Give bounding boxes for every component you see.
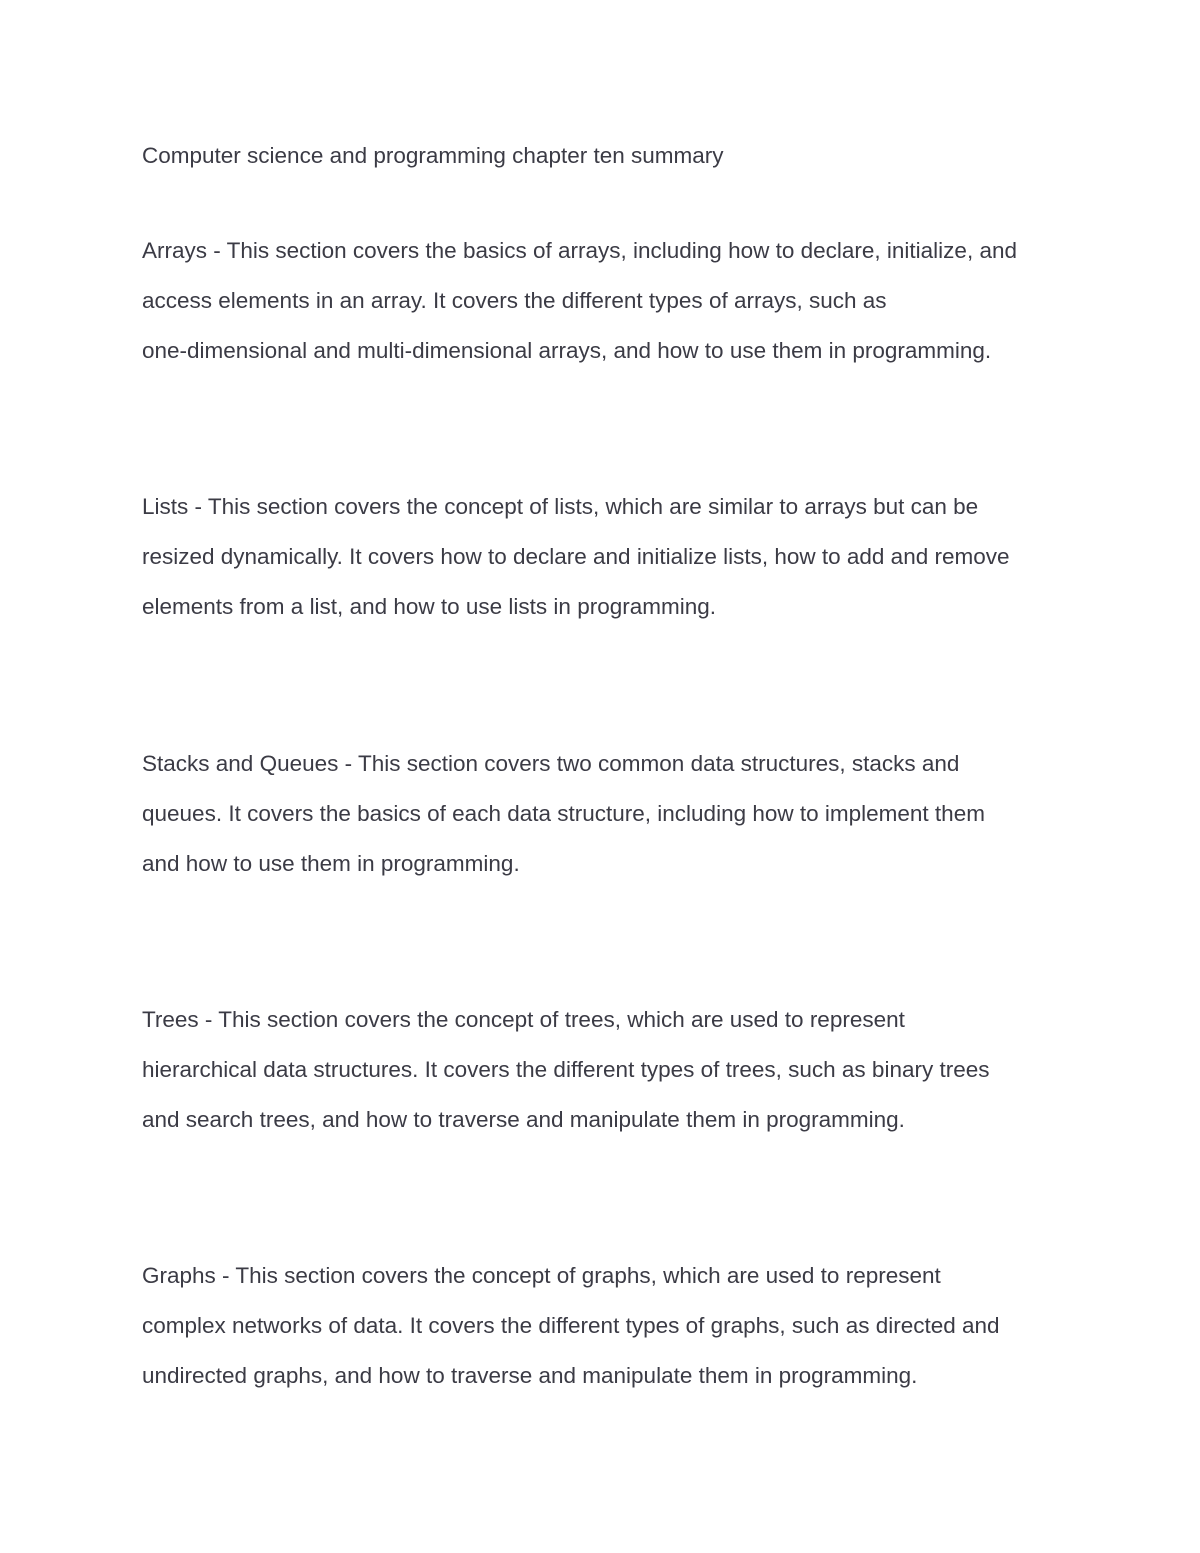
section-graphs-line-3: undirected graphs, and how to traverse and manipulate them in programming. bbox=[142, 1363, 918, 1388]
section-graphs-line-1: Graphs - This section covers the concept of graphs, which are used to represent bbox=[142, 1263, 941, 1288]
section-stacks-and-queues bbox=[142, 739, 1082, 889]
section-trees-line-1: Trees - This section covers the concept of trees, which are used to represent bbox=[142, 1007, 905, 1032]
section-arrays-line-3: one-dimensional and multi-dimensional arrays, and how to use them in programming. bbox=[142, 338, 992, 363]
section-lists-line-2: resized dynamically. It covers how to declare and initialize lists, how to add and remove bbox=[142, 544, 1010, 569]
section-trees-line-2: hierarchical data structures. It covers the different types of trees, such as binary trees bbox=[142, 1057, 990, 1082]
section-trees bbox=[142, 995, 1082, 1145]
section-lists-line-1: Lists - This section covers the concept of lists, which are similar to arrays but can be bbox=[142, 494, 979, 519]
section-lists bbox=[142, 482, 1082, 632]
section-graphs-line-2: complex networks of data. It covers the different types of graphs, such as directed and bbox=[142, 1313, 1000, 1338]
section-arrays bbox=[142, 226, 1082, 376]
document-title bbox=[142, 131, 1082, 181]
section-stacks-line-1: Stacks and Queues - This section covers two common data structures, stacks and bbox=[142, 751, 960, 776]
section-lists-line-3: elements from a list, and how to use lists in programming. bbox=[142, 594, 716, 619]
section-stacks-line-2: queues. It covers the basics of each data structure, including how to implement them bbox=[142, 801, 985, 826]
document-title-text: Computer science and programming chapter ten summary bbox=[142, 143, 724, 168]
section-arrays-line-1: Arrays - This section covers the basics of arrays, including how to declare, initialize, and bbox=[142, 238, 1017, 263]
section-stacks-line-3: and how to use them in programming. bbox=[142, 851, 520, 876]
section-graphs bbox=[142, 1251, 1082, 1401]
section-trees-line-3: and search trees, and how to traverse and manipulate them in programming. bbox=[142, 1107, 905, 1132]
section-arrays-line-2: access elements in an array. It covers the different types of arrays, such as bbox=[142, 288, 887, 313]
